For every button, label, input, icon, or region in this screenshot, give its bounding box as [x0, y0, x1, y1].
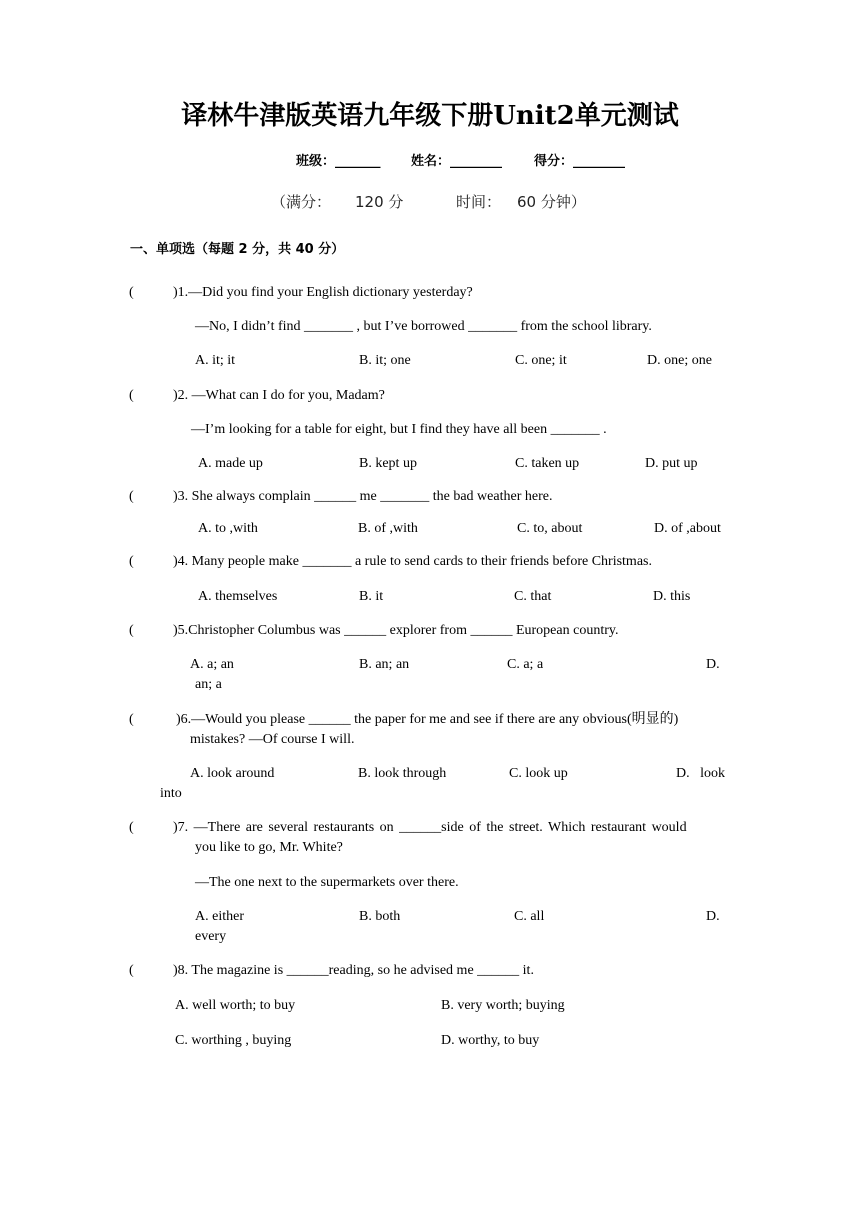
option-c[interactable]: C. worthing , buying	[175, 1033, 292, 1048]
option-d-wrap[interactable]: an; a	[195, 677, 222, 692]
question-line: —No, I didn’t find _______ , but I’ve borrowed _______ from the school library.	[195, 319, 652, 334]
answer-bracket[interactable]: (	[129, 712, 134, 727]
option-a[interactable]: A. either	[195, 909, 244, 924]
question-stem: )6.—Would you please ______ the paper for me and see if there are any obvious(明显的)	[176, 712, 679, 727]
option-c[interactable]: C. a; a	[507, 657, 544, 672]
section-heading: 一、单项选（每题 2 分，共 40 分）	[130, 242, 345, 257]
score-field[interactable]: 得分：________	[534, 154, 626, 169]
question-stem: )4. Many people make _______ a rule to send cards to their friends before Christmas.	[173, 554, 652, 569]
answer-bracket[interactable]: (	[129, 963, 134, 978]
question-stem: )7. —There are several restaurants on ______side of the street. Which restaurant would	[173, 820, 687, 835]
full-marks-label: （满分：	[271, 193, 332, 211]
option-d[interactable]: D. look	[676, 766, 725, 781]
answer-bracket[interactable]: (	[129, 285, 134, 300]
option-d[interactable]: D. this	[653, 589, 691, 604]
question-line: —I’m looking for a table for eight, but I find they have all been _______ .	[191, 422, 607, 437]
option-d[interactable]: D. of ,about	[654, 521, 721, 536]
option-c[interactable]: C. that	[514, 589, 552, 604]
option-d[interactable]: D.	[706, 657, 720, 672]
option-a[interactable]: A. a; an	[190, 657, 234, 672]
option-b[interactable]: B. it; one	[359, 353, 411, 368]
option-c[interactable]: C. to, about	[517, 521, 583, 536]
time-value: 60 分钟）	[517, 193, 586, 211]
option-d-wrap[interactable]: every	[195, 929, 227, 944]
answer-bracket[interactable]: (	[129, 489, 134, 504]
class-field[interactable]: 班级：_______	[296, 154, 381, 169]
option-c[interactable]: C. all	[514, 909, 545, 924]
option-d[interactable]: D. worthy, to buy	[441, 1033, 540, 1048]
option-b[interactable]: B. both	[359, 909, 401, 924]
option-a[interactable]: A. to ,with	[198, 521, 258, 536]
question-stem: )5.Christopher Columbus was ______ explorer from ______ European country.	[173, 623, 619, 638]
answer-bracket[interactable]: (	[129, 820, 134, 835]
option-b[interactable]: B. it	[359, 589, 384, 604]
option-a[interactable]: A. well worth; to buy	[175, 998, 296, 1013]
answer-bracket[interactable]: (	[129, 388, 134, 403]
option-a[interactable]: A. look around	[190, 766, 275, 781]
option-b[interactable]: B. look through	[358, 766, 447, 781]
question-stem: )8. The magazine is ______reading, so he advised me ______ it.	[173, 963, 534, 978]
option-d[interactable]: D. put up	[645, 456, 698, 471]
time-label: 时间：	[456, 193, 502, 211]
option-a[interactable]: A. themselves	[198, 589, 278, 604]
page-title: 译林牛津版英语九年级下册Unit2单元测试	[181, 101, 679, 131]
full-marks-value: 120 分	[355, 193, 404, 211]
option-b[interactable]: B. very worth; buying	[441, 998, 565, 1013]
question-stem: )2. —What can I do for you, Madam?	[173, 388, 385, 403]
option-c[interactable]: C. taken up	[515, 456, 580, 471]
question-stem-wrap: mistakes? —Of course I will.	[190, 732, 355, 747]
option-b[interactable]: B. kept up	[359, 456, 417, 471]
option-d[interactable]: D.	[706, 909, 720, 924]
question-line: —The one next to the supermarkets over there.	[195, 875, 459, 890]
option-a[interactable]: A. made up	[198, 456, 263, 471]
question-stem-wrap: you like to go, Mr. White?	[195, 840, 343, 855]
option-a[interactable]: A. it; it	[195, 353, 236, 368]
answer-bracket[interactable]: (	[129, 623, 134, 638]
question-stem: )3. She always complain ______ me _______ the bad weather here.	[173, 489, 553, 504]
option-d-wrap[interactable]: into	[160, 786, 182, 801]
option-c[interactable]: C. one; it	[515, 353, 567, 368]
option-b[interactable]: B. of ,with	[358, 521, 418, 536]
option-c[interactable]: C. look up	[509, 766, 568, 781]
option-b[interactable]: B. an; an	[359, 657, 410, 672]
answer-bracket[interactable]: (	[129, 554, 134, 569]
name-field[interactable]: 姓名：________	[411, 154, 503, 169]
option-d[interactable]: D. one; one	[647, 353, 712, 368]
question-stem: )1.—Did you find your English dictionary yesterday?	[173, 285, 473, 300]
